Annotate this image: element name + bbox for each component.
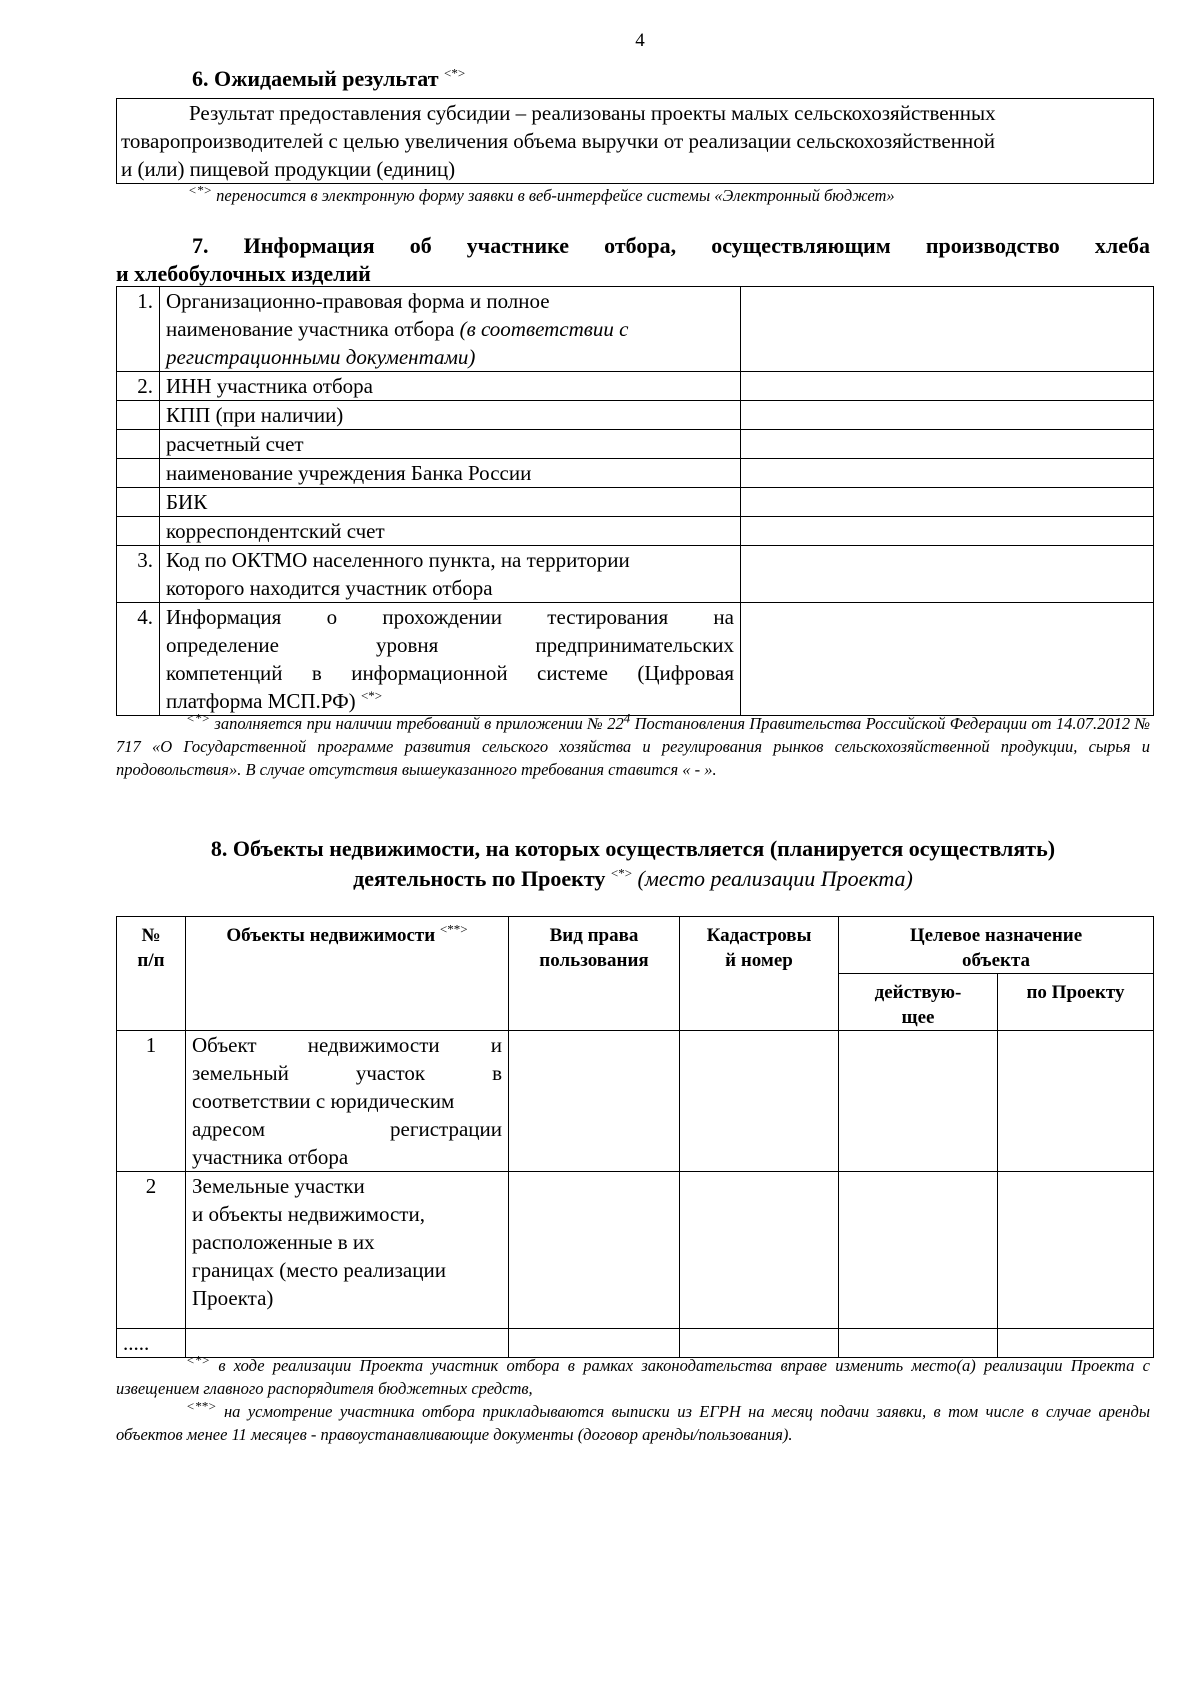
footnote-mark: <*>: [186, 1352, 211, 1368]
section6-footnote: [188, 184, 895, 207]
section8-title-mark: <*>: [610, 865, 633, 881]
section7-footnote: [116, 712, 1150, 781]
header-text: №: [141, 925, 161, 946]
section8-title-line1: 8. Объекты недвижимости, на которых осуществляется (планируется осуществлять): [210, 836, 1056, 861]
row-object-line: расположенные в их: [192, 1230, 375, 1254]
value-cell[interactable]: [741, 372, 1154, 401]
header-num: [117, 917, 186, 1031]
table-row: [117, 517, 1154, 546]
value-cell[interactable]: [998, 1031, 1154, 1172]
section6-title-text: 6. Ожидаемый результат: [192, 66, 439, 91]
footnote-mark: <**>: [186, 1398, 217, 1414]
row-label: БИК: [160, 488, 741, 517]
section7-footnote-text-b: Постановления Правительства Российской Федерации от 14.07.2012 № 717 «О Государственной программе развития сельского хозяйства и регулирования рынков сельскохозяйственной продукции, сырья и продовольствия». В случае отсутствия вышеуказанного требования ставится « - ».: [116, 714, 1151, 779]
section7-title-word: отбора,: [604, 233, 677, 258]
footnote-mark: <*>: [360, 688, 383, 703]
header-text: й номер: [725, 950, 793, 971]
value-cell[interactable]: [509, 1172, 680, 1329]
value-cell[interactable]: [741, 401, 1154, 430]
table-row: [117, 603, 1154, 716]
row-number: [117, 517, 160, 546]
section7-title-word: 7.: [192, 233, 209, 258]
section7-footnote-sup: 4: [623, 710, 631, 726]
table-row: [117, 372, 1154, 401]
row-label-line: Организационно-правовая форма и полное: [166, 289, 550, 313]
row-object-line: соответствии с юридическим: [192, 1089, 455, 1113]
value-cell[interactable]: [680, 1172, 839, 1329]
value-cell[interactable]: [741, 603, 1154, 716]
row-object-line: границах (место реализации: [192, 1258, 446, 1282]
table-row: [117, 287, 1154, 372]
header-text: Вид права: [549, 925, 639, 946]
header-text: п/п: [137, 950, 165, 971]
section7-title-word: осуществляющим: [711, 233, 891, 258]
section6-title: [192, 66, 465, 92]
row-label: [160, 546, 741, 603]
expected-result-line2: товаропроизводителей с целью увеличения объема выручки от реализации сельскохозяйственной: [121, 129, 995, 153]
row-object: [186, 1172, 509, 1329]
row-label: наименование учреждения Банка России: [160, 459, 741, 488]
row-label: [160, 603, 741, 716]
section7-title-word: об: [409, 233, 432, 258]
value-cell[interactable]: [741, 430, 1154, 459]
value-cell[interactable]: [839, 1031, 998, 1172]
row-label-line: компетенций в информационной системе (Цифровая: [166, 661, 734, 685]
section7-footnote-text-a: заполняется при наличии требований в приложении № 22: [214, 714, 624, 733]
table-row: [117, 430, 1154, 459]
header-text: Кадастровы: [706, 925, 812, 946]
real-estate-table: [116, 916, 1154, 1358]
header-purpose: [839, 917, 1154, 974]
row-number: [117, 459, 160, 488]
row-number: [117, 488, 160, 517]
row-label-line: наименование участника отбора: [166, 317, 455, 341]
expected-result-line1: Результат предоставления субсидии – реализованы проекты малых сельскохозяйственных: [189, 101, 996, 125]
participant-info-table: [116, 286, 1154, 716]
table-row: [117, 459, 1154, 488]
row-label-line: определение уровня предпринимательских: [166, 633, 734, 657]
row-label: КПП (при наличии): [160, 401, 741, 430]
table-row: [117, 488, 1154, 517]
row-number: [117, 401, 160, 430]
row-label-line: которого находится участник отбора: [166, 576, 493, 600]
header-by-project: по Проекту: [998, 974, 1154, 1031]
row-label-line: платформа МСП.РФ): [166, 689, 356, 713]
row-label: [160, 287, 741, 372]
section6-title-mark: <*>: [444, 65, 466, 81]
section8-footnotes: [116, 1354, 1150, 1446]
section7-title-word: участнике: [466, 233, 570, 258]
value-cell[interactable]: [741, 517, 1154, 546]
value-cell[interactable]: [680, 1031, 839, 1172]
section7-footnote-mark: <*>: [186, 710, 211, 726]
value-cell[interactable]: [509, 1031, 680, 1172]
row-number: .....: [117, 1329, 186, 1358]
section8-title-line2: деятельность по Проекту: [353, 866, 606, 891]
value-cell[interactable]: [741, 488, 1154, 517]
footnote-mark: <**>: [439, 921, 468, 937]
row-label-line: Информация о прохождении тестирования на: [166, 605, 734, 629]
section7-title-word: Информация: [243, 233, 375, 258]
table-row: [117, 1031, 1154, 1172]
footnote-text: на усмотрение участника отбора прикладываются выписки из ЕГРН на месяц подачи заявки, в том числе в случае аренды объектов менее 11 месяцев - правоустанавливающие документы (договор аренды/пользования).: [116, 1402, 1150, 1444]
row-object-line: адресом регистрации: [192, 1117, 502, 1141]
section7-title-line2: и хлебобулочных изделий: [116, 261, 371, 286]
row-object-line: Объект недвижимости и: [192, 1033, 502, 1057]
header-text: пользования: [539, 950, 649, 971]
row-number: 4.: [117, 603, 160, 716]
header-text: действую-: [874, 982, 962, 1003]
row-label: корреспондентский счет: [160, 517, 741, 546]
row-object-line: и объекты недвижимости,: [192, 1202, 425, 1226]
header-right-type: [509, 917, 680, 1031]
section7-title: [116, 232, 1150, 288]
section7-title-word: хлеба: [1094, 233, 1150, 258]
table-header-row: [117, 917, 1154, 974]
section8-title-italic: (место реализации Проекта): [637, 866, 913, 891]
value-cell[interactable]: [741, 546, 1154, 603]
row-number: 2: [117, 1172, 186, 1329]
header-objects: [186, 917, 509, 1031]
section6-footnote-mark: <*>: [188, 182, 213, 198]
footnote-text: в ходе реализации Проекта участник отбора в рамках законодательства вправе изменить место(а) реализации Проекта с извещением главного распорядителя бюджетных средств,: [116, 1356, 1150, 1398]
value-cell[interactable]: [839, 1172, 998, 1329]
row-object-line: участника отбора: [192, 1145, 349, 1169]
row-object-line: Проекта): [192, 1286, 274, 1310]
header-text: Объекты недвижимости: [226, 925, 436, 946]
header-current: [839, 974, 998, 1031]
header-text: щее: [901, 1007, 935, 1028]
header-cadastral: [680, 917, 839, 1031]
section8-footnote-2: [116, 1400, 1150, 1446]
section8-title: [116, 834, 1150, 894]
header-text: Целевое назначение: [909, 925, 1083, 946]
expected-result-box: [116, 98, 1154, 184]
expected-result-line3: и (или) пищевой продукции (единиц): [121, 157, 456, 181]
header-text: объекта: [961, 950, 1031, 971]
row-number: 1.: [117, 287, 160, 372]
row-label: ИНН участника отбора: [160, 372, 741, 401]
value-cell[interactable]: [741, 287, 1154, 372]
row-number: 2.: [117, 372, 160, 401]
row-object-line: земельный участок в: [192, 1061, 502, 1085]
table-row: [117, 1172, 1154, 1329]
row-number: [117, 430, 160, 459]
value-cell[interactable]: [741, 459, 1154, 488]
row-label-italic: регистрационными документами): [166, 345, 476, 369]
page-number: 4: [635, 30, 645, 51]
row-label-italic: (в соответствии с: [459, 317, 629, 341]
section8-footnote-1: [116, 1354, 1150, 1400]
row-label-line: Код по ОКТМО населенного пункта, на территории: [166, 548, 630, 572]
row-label: расчетный счет: [160, 430, 741, 459]
row-object: [186, 1031, 509, 1172]
table-row: [117, 546, 1154, 603]
value-cell[interactable]: [998, 1172, 1154, 1329]
row-number: 1: [117, 1031, 186, 1172]
row-object-line: Земельные участки: [192, 1174, 365, 1198]
section7-title-word: производство: [925, 233, 1060, 258]
section6-footnote-text: переносится в электронную форму заявки в веб-интерфейсе системы «Электронный бюджет»: [216, 186, 895, 205]
table-row: [117, 401, 1154, 430]
row-number: 3.: [117, 546, 160, 603]
